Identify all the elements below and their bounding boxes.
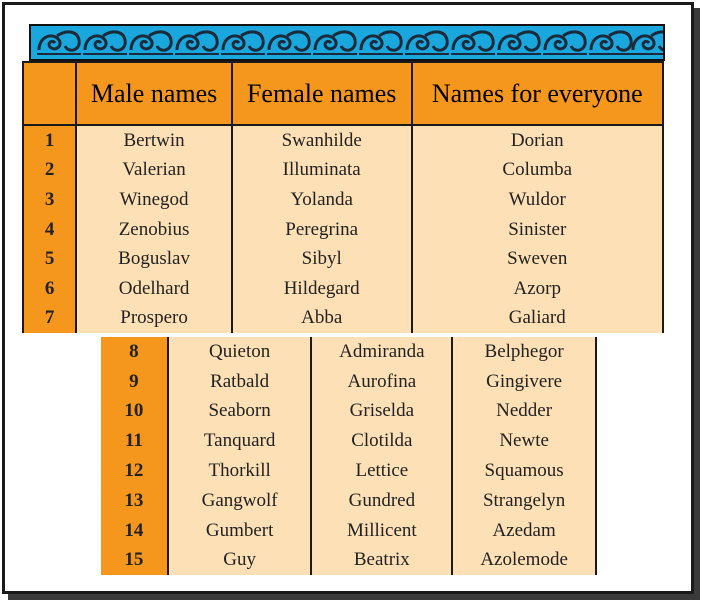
table-row [101, 486, 596, 516]
male-name-cell: Thorkill [168, 456, 312, 486]
male-name-cell: Valerian [76, 156, 232, 186]
male-name-cell: Odelhard [76, 274, 232, 304]
female-name-cell: Illuminata [232, 156, 412, 186]
table-row [101, 367, 596, 397]
header-names-for-everyone: Names for everyone [412, 62, 663, 125]
table-row [23, 274, 663, 304]
row-number: 10 [101, 397, 168, 427]
row-number: 5 [23, 244, 76, 274]
male-name-cell: Boguslav [76, 244, 232, 274]
unisex-name-cell: Galiard [412, 304, 663, 334]
header-corner [23, 62, 76, 125]
unisex-name-cell: Gingivere [452, 367, 596, 397]
row-number: 3 [23, 185, 76, 215]
male-name-cell: Seaborn [168, 397, 312, 427]
unisex-name-cell: Azolemode [452, 546, 596, 576]
female-name-cell: Swanhilde [232, 125, 412, 156]
names-table-top [22, 61, 664, 333]
male-name-cell: Prospero [76, 304, 232, 334]
row-number: 13 [101, 486, 168, 516]
female-name-cell: Clotilda [311, 426, 452, 456]
unisex-name-cell: Sinister [412, 215, 663, 245]
male-name-cell: Quieton [168, 337, 312, 367]
table-row [23, 125, 663, 156]
row-number: 11 [101, 426, 168, 456]
unisex-name-cell: Nedder [452, 397, 596, 427]
row-number: 14 [101, 516, 168, 546]
row-number: 7 [23, 304, 76, 334]
male-name-cell: Gangwolf [168, 486, 312, 516]
female-name-cell: Aurofina [311, 367, 452, 397]
header-row [23, 62, 663, 125]
row-number: 2 [23, 156, 76, 186]
unisex-name-cell: Wuldor [412, 185, 663, 215]
scroll-ornament-icon [31, 26, 663, 59]
female-name-cell: Griselda [311, 397, 452, 427]
unisex-name-cell: Azedam [452, 516, 596, 546]
row-number: 6 [23, 274, 76, 304]
unisex-name-cell: Belphegor [452, 337, 596, 367]
female-name-cell: Beatrix [311, 546, 452, 576]
table-row [23, 156, 663, 186]
table-row [23, 185, 663, 215]
male-name-cell: Gumbert [168, 516, 312, 546]
female-name-cell: Sibyl [232, 244, 412, 274]
row-number: 15 [101, 546, 168, 576]
header-male-names: Male names [76, 62, 232, 125]
ornamental-banner [29, 24, 665, 61]
row-number: 12 [101, 456, 168, 486]
female-name-cell: Yolanda [232, 185, 412, 215]
male-name-cell: Ratbald [168, 367, 312, 397]
names-table-bottom [101, 337, 597, 575]
row-number: 4 [23, 215, 76, 245]
table-row [101, 337, 596, 367]
table-row [23, 304, 663, 334]
female-name-cell: Gundred [311, 486, 452, 516]
table-row [101, 426, 596, 456]
female-name-cell: Hildegard [232, 274, 412, 304]
row-number: 1 [23, 125, 76, 156]
unisex-name-cell: Newte [452, 426, 596, 456]
male-name-cell: Guy [168, 546, 312, 576]
table-row [23, 215, 663, 245]
unisex-name-cell: Strangelyn [452, 486, 596, 516]
unisex-name-cell: Dorian [412, 125, 663, 156]
male-name-cell: Tanquard [168, 426, 312, 456]
header-female-names: Female names [232, 62, 412, 125]
table-row [101, 516, 596, 546]
unisex-name-cell: Sweven [412, 244, 663, 274]
male-name-cell: Winegod [76, 185, 232, 215]
row-number: 8 [101, 337, 168, 367]
female-name-cell: Peregrina [232, 215, 412, 245]
table-row [101, 546, 596, 576]
table-row [23, 244, 663, 274]
female-name-cell: Lettice [311, 456, 452, 486]
male-name-cell: Zenobius [76, 215, 232, 245]
unisex-name-cell: Columba [412, 156, 663, 186]
table-row [101, 397, 596, 427]
unisex-name-cell: Azorp [412, 274, 663, 304]
male-name-cell: Bertwin [76, 125, 232, 156]
female-name-cell: Admiranda [311, 337, 452, 367]
female-name-cell: Millicent [311, 516, 452, 546]
table-row [101, 456, 596, 486]
female-name-cell: Abba [232, 304, 412, 334]
unisex-name-cell: Squamous [452, 456, 596, 486]
row-number: 9 [101, 367, 168, 397]
